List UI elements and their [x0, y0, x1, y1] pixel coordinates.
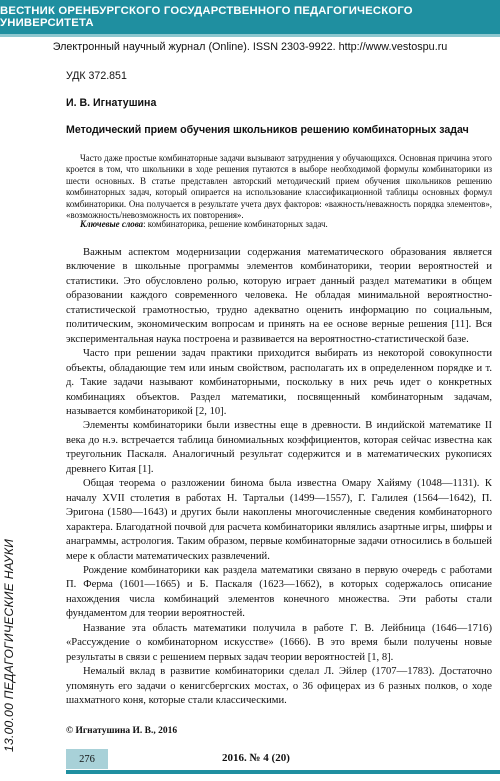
body-paragraph: Элементы комбинаторики были известны еще в древности. В индийской математике II века до н.э. встречается таблица биномиальных коэффициентов, которая сейчас известна как треугольник Паскаля. Аналогичный результат содержится и в математических рукописях древнего Китая [1]. [66, 420, 492, 475]
article-body [66, 246, 492, 709]
page-number: 276 [66, 749, 108, 769]
header-divider [0, 34, 500, 37]
footer-divider [66, 770, 500, 774]
body-paragraph: Рождение комбинаторики как раздела математики связано в первую очередь с работами П. Ферма (1601—1665) и Б. Паскаля (1623—1662), в которых содержалось описание нахождения числа комбинаций элементов конечного множества. Эти работы стали фундаментом для теории вероятностей. [66, 564, 492, 620]
issue-info: 2016. № 4 (20) [222, 752, 290, 764]
body-paragraph: Общая теорема о разложении бинома была известна Омару Хайяму (1048—1131). К началу XVII столетия в работах Н. Тартальи (1499—1557), Г. Галилея (1564—1642), П. Эригона (1580—1643) и других были накоплены многочисленные сведения комбинаторного характера. Благодатной почвой для расчета комбинаторики являлись азартные игры, шифры и анаграммы, астрология. Таким образом, первые комбинаторные задачи относились в большей мере к области математических развлечений. [66, 478, 492, 562]
keywords-text: : комбинаторика, решение комбинаторных задач. [143, 219, 328, 229]
body-paragraph: Часто при решении задач практики приходится выбирать из некоторой совокупности объекты, обладающие тем или иным свойством, располагать их в определенном порядке и т. д. Такие задачи называют комбинаторными, поскольку в них речь идет о конкретных комбинациях объектов. Раздел математики, посвященный комбинаторным задачам, называется комбинаторикой [2, 10]. [66, 348, 492, 417]
body-paragraph: Немалый вклад в развитие комбинаторики сделал Л. Эйлер (1707—1783). Достаточно упомянуть его задачи о кенигсбергских мостах, о 36 офицерах из 6 разных полков, о ходе шахматного коня, которые стали классическими. [66, 666, 492, 707]
article-abstract [66, 153, 492, 221]
journal-subtitle: Электронный научный журнал (Online). ISSN 2303-9922. http://www.vestospu.ru [52, 41, 448, 53]
section-sidebar: 13.00.00 ПЕДАГОГИЧЕСКИЕ НАУКИ [2, 538, 16, 752]
udk-code: УДК 372.851 [66, 70, 127, 82]
body-paragraph: Важным аспектом модернизации содержания математического образования является включение в школьные программы элементов комбинаторики, теории вероятностей и статистики. Это обусловлено ролью, которую играет данный раздел математики в общем образовании каждого современного человека. Не обладая минимальной вероятностно-статистической грамотностью, трудно адекватно оценить информацию по социальным, политическим, экономическим вопросам и принять на ее основе верные решения [11]. Вся экспериментальная наука построена и развивается на вероятностно-статистической базе. [66, 247, 492, 345]
article-author: И. В. Игнатушина [66, 97, 157, 109]
journal-name: ВЕСТНИК ОРЕНБУРГСКОГО ГОСУДАРСТВЕННОГО ПЕДАГОГИЧЕСКОГО УНИВЕРСИТЕТА [0, 5, 413, 29]
keywords [80, 219, 492, 229]
body-paragraph: Название эта область математики получила в работе Г. В. Лейбница (1646—1716) «Рассуждение о комбинаторном искусстве» (1666). В это время были получены новые результаты в связи с решением первых задач теории вероятностей [1, 8]. [66, 622, 492, 663]
journal-header-bar [0, 0, 500, 34]
keywords-label: Ключевые слова [80, 219, 144, 229]
abstract-text: Часто даже простые комбинаторные задачи вызывают затруднения у обучающихся. Основная причина этого кроется в том, что школьники в ходе решения путаются в выборе необходимой формулы комбинаторики из шести основных. В статье представлен авторский методический прием обучения школьников решению комбинаторных задач, который опирается на использование классификационной таблицы основных формул комбинаторики. Она получается в результате учета двух факторов: «важность/неважность порядка элементов», «возможность/невозможность их повторения». [66, 153, 492, 221]
copyright-notice: © Игнатушина И. В., 2016 [66, 726, 178, 736]
article-title: Методический прием обучения школьников решению комбинаторных задач [66, 124, 469, 136]
